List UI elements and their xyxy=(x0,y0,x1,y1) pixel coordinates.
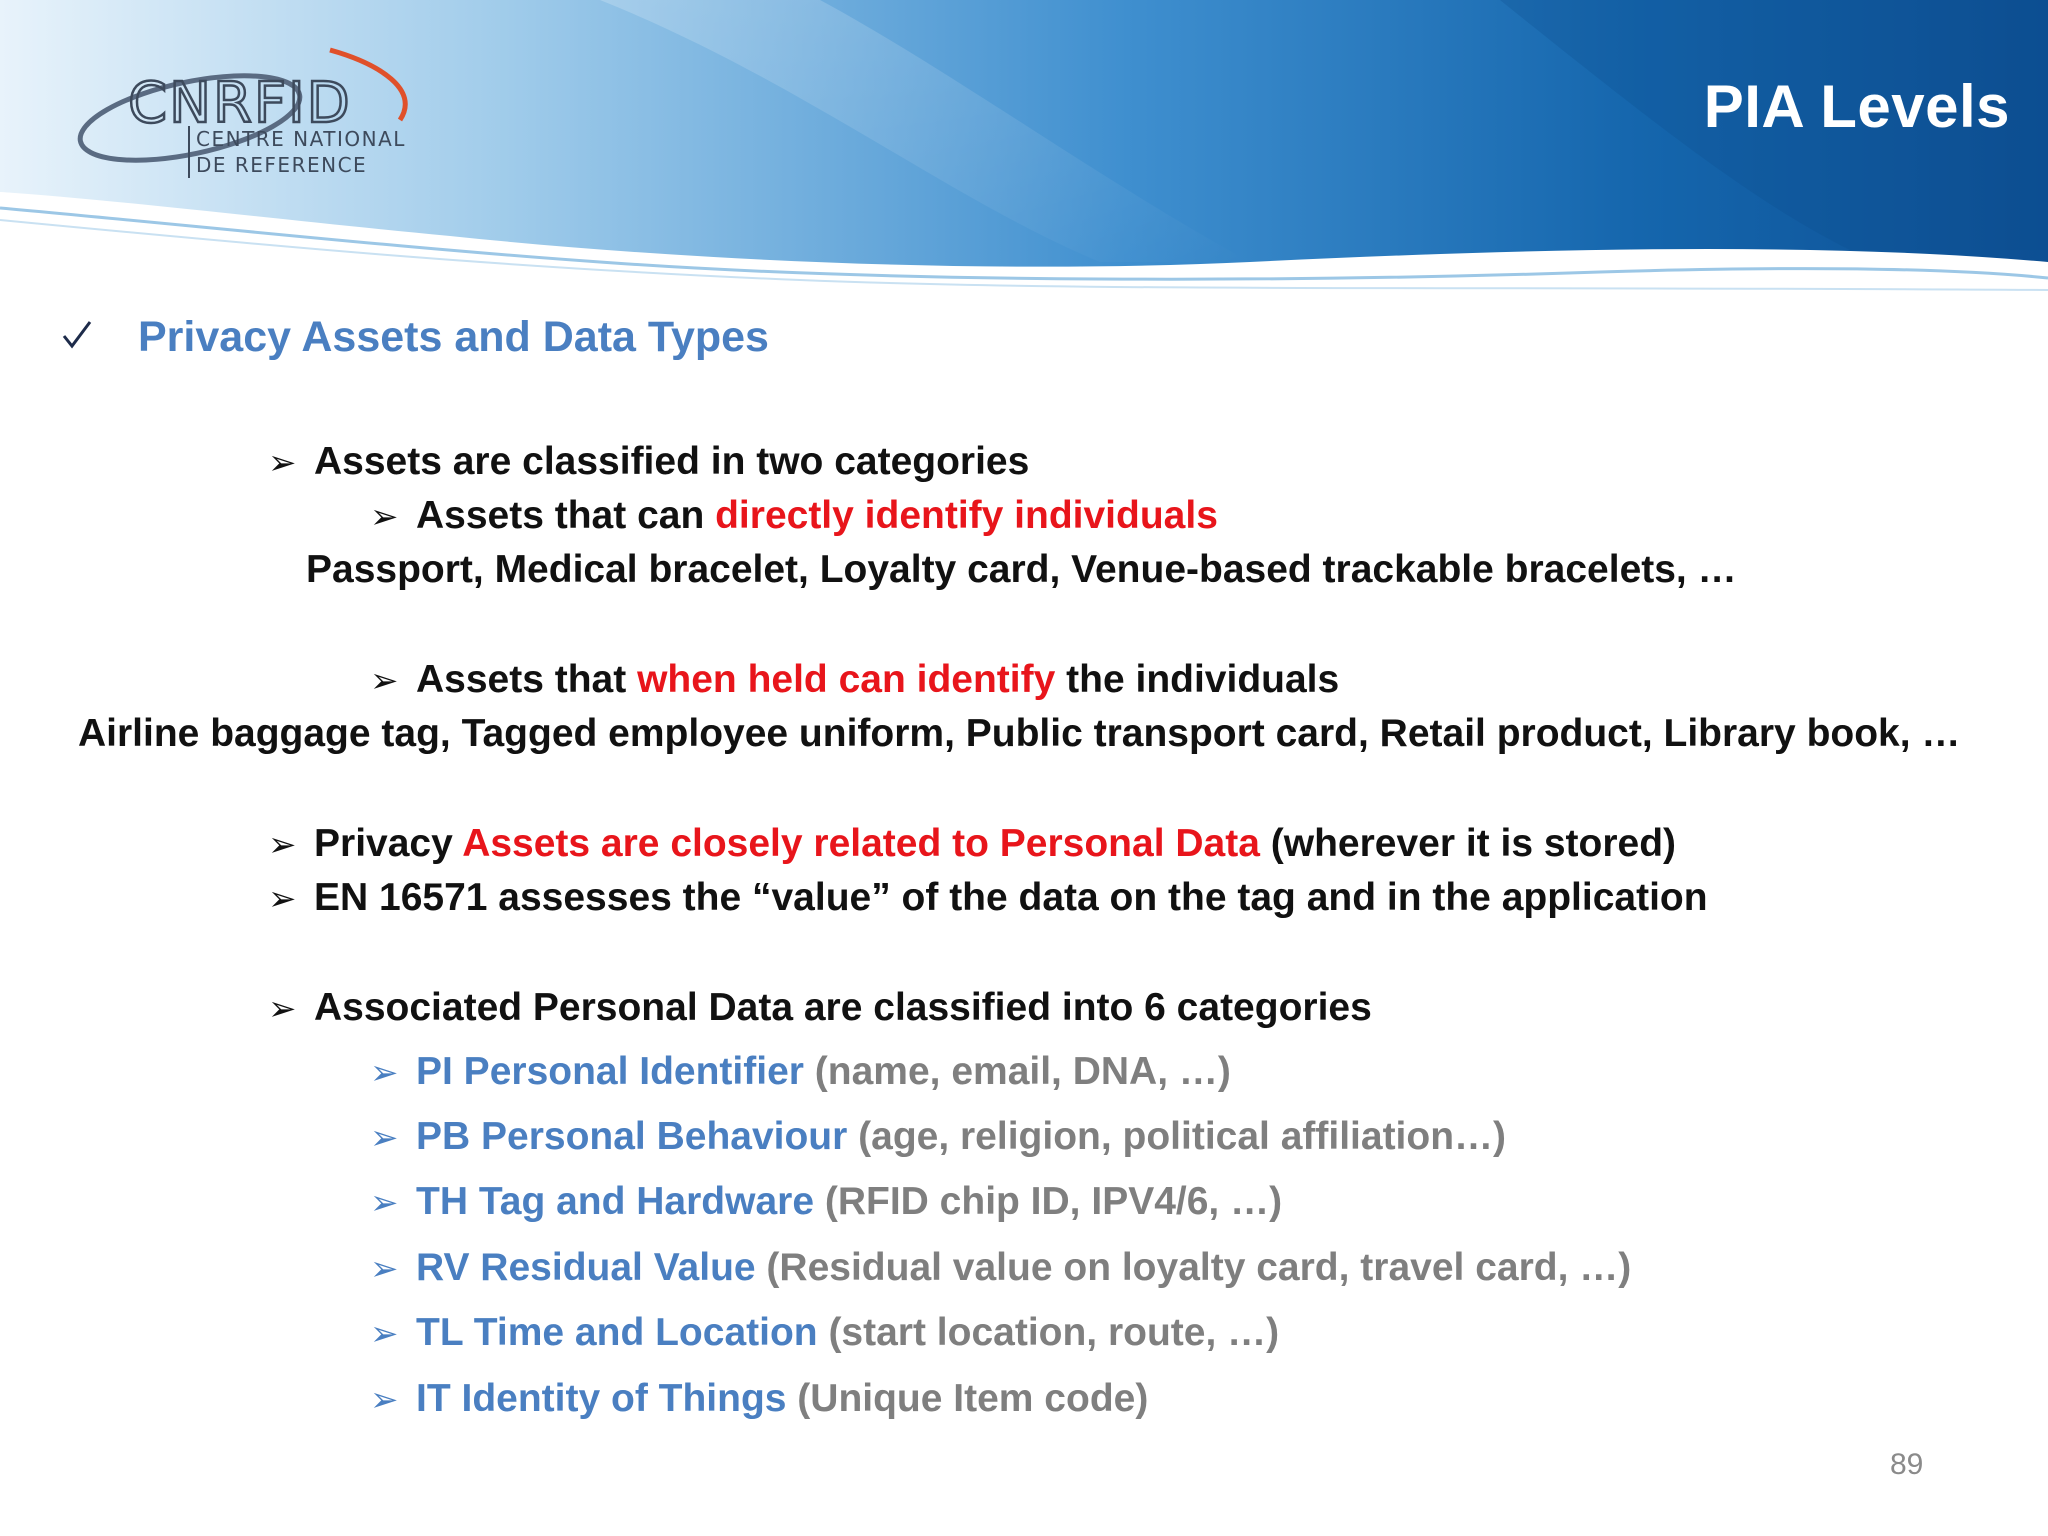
bullet-direct-identify xyxy=(370,492,1218,541)
header-banner xyxy=(0,0,2048,300)
category-label: TL Time and Location xyxy=(416,1311,818,1354)
examples-held-identify: Airline baggage tag, Tagged employee uniform, Public transport card, Retail product, Library book, … xyxy=(78,712,1961,755)
bullet-highlight: Assets are closely related to Personal Data xyxy=(462,822,1260,865)
section-heading: Privacy Assets and Data Types xyxy=(138,313,769,361)
category-item xyxy=(370,1375,1148,1424)
bullet-text: Assets that can xyxy=(416,494,716,537)
arrow-bullet-icon: ➢ xyxy=(370,1054,399,1092)
category-item xyxy=(370,1113,1506,1162)
category-label: IT Identity of Things xyxy=(416,1377,787,1420)
category-item xyxy=(370,1178,1282,1227)
arrow-bullet-icon: ➢ xyxy=(370,498,399,536)
category-item xyxy=(370,1048,1231,1097)
logo-line-2: DE REFERENCE xyxy=(196,153,368,177)
bullet-text: Assets are classified in two categories xyxy=(314,440,1030,483)
arrow-bullet-icon: ➢ xyxy=(268,444,297,482)
examples-direct-identify: Passport, Medical bracelet, Loyalty card, Venue-based trackable bracelets, … xyxy=(306,548,1737,591)
bullet-assets-categories xyxy=(268,438,1029,487)
category-item xyxy=(370,1244,1631,1293)
category-description: (Residual value on loyalty card, travel card, …) xyxy=(755,1246,1632,1289)
bullet-personal-data xyxy=(268,820,1676,869)
arrow-bullet-icon: ➢ xyxy=(268,880,297,918)
checkmark-icon xyxy=(60,318,94,352)
arrow-bullet-icon: ➢ xyxy=(370,1184,399,1222)
bullet-held-identify xyxy=(370,656,1339,705)
category-item xyxy=(370,1309,1279,1358)
arrow-bullet-icon: ➢ xyxy=(370,1119,399,1157)
bullet-text-post: the individuals xyxy=(1055,658,1340,701)
arrow-bullet-icon: ➢ xyxy=(370,1315,399,1353)
category-label: RV Residual Value xyxy=(416,1246,756,1289)
bullet-text: Assets that xyxy=(416,658,638,701)
category-description: (RFID chip ID, IPV4/6, …) xyxy=(814,1180,1283,1223)
category-label: PI Personal Identifier xyxy=(416,1050,804,1093)
bullet-highlight: when held can identify xyxy=(637,658,1056,701)
bullet-text: Associated Personal Data are classified into 6 categories xyxy=(314,986,1372,1029)
slide-title: PIA Levels xyxy=(1703,73,2010,140)
category-description: (start location, route, …) xyxy=(817,1311,1280,1354)
category-description: (name, email, DNA, …) xyxy=(803,1050,1231,1093)
logo-line-1: CENTRE NATIONAL xyxy=(196,127,406,151)
bullet-highlight: directly identify individuals xyxy=(715,494,1218,537)
bullet-text: Privacy xyxy=(314,822,463,865)
arrow-bullet-icon: ➢ xyxy=(268,826,297,864)
logo-subtitle xyxy=(188,126,406,178)
arrow-bullet-icon: ➢ xyxy=(370,1250,399,1288)
logo-wordmark: CNRFID xyxy=(128,71,352,136)
category-label: PB Personal Behaviour xyxy=(416,1115,848,1158)
bullet-text: EN 16571 assesses the “value” of the data on the tag and in the application xyxy=(314,876,1708,919)
category-label: TH Tag and Hardware xyxy=(416,1180,815,1223)
bullet-en16571 xyxy=(268,874,1708,923)
bullet-six-categories xyxy=(268,984,1372,1033)
page-number: 89 xyxy=(1890,1448,1924,1481)
arrow-bullet-icon: ➢ xyxy=(370,662,399,700)
arrow-bullet-icon: ➢ xyxy=(268,990,297,1028)
bullet-text-post: (wherever it is stored) xyxy=(1259,822,1677,865)
arrow-bullet-icon: ➢ xyxy=(370,1381,399,1419)
category-description: (age, religion, political affiliation…) xyxy=(847,1115,1507,1158)
category-description: (Unique Item code) xyxy=(786,1377,1149,1420)
